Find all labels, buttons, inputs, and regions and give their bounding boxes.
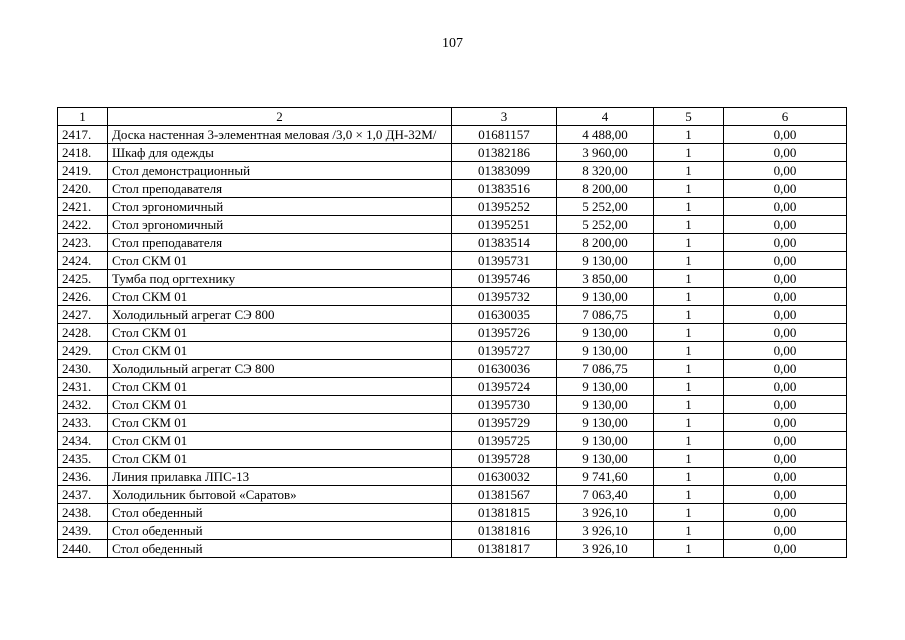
item-name: Стол СКМ 01 [108,342,452,360]
residual-value: 0,00 [724,270,847,288]
row-number: 2421. [58,198,108,216]
residual-value: 0,00 [724,396,847,414]
item-price: 9 130,00 [557,414,654,432]
residual-value: 0,00 [724,324,847,342]
item-quantity: 1 [654,342,724,360]
row-number: 2419. [58,162,108,180]
item-price: 7 086,75 [557,360,654,378]
header-row [58,108,847,126]
item-price: 9 130,00 [557,288,654,306]
row-number: 2428. [58,324,108,342]
residual-value: 0,00 [724,126,847,144]
item-name: Стол СКМ 01 [108,432,452,450]
row-number: 2433. [58,414,108,432]
residual-value: 0,00 [724,468,847,486]
item-price: 9 130,00 [557,450,654,468]
item-name: Холодильник бытовой «Саратов» [108,486,452,504]
inventory-code: 01381816 [452,522,557,540]
item-name: Стол обеденный [108,540,452,558]
table-row [58,468,847,486]
item-price: 3 926,10 [557,540,654,558]
inventory-code: 01630032 [452,468,557,486]
item-name: Стол СКМ 01 [108,396,452,414]
residual-value: 0,00 [724,288,847,306]
residual-value: 0,00 [724,342,847,360]
inventory-code: 01395731 [452,252,557,270]
column-header-2: 2 [108,108,452,126]
residual-value: 0,00 [724,378,847,396]
table-row [58,288,847,306]
row-number: 2430. [58,360,108,378]
residual-value: 0,00 [724,414,847,432]
row-number: 2434. [58,432,108,450]
row-number: 2440. [58,540,108,558]
residual-value: 0,00 [724,360,847,378]
row-number: 2429. [58,342,108,360]
inventory-code: 01395729 [452,414,557,432]
table-row [58,198,847,216]
row-number: 2425. [58,270,108,288]
residual-value: 0,00 [724,486,847,504]
item-quantity: 1 [654,378,724,396]
column-header-3: 3 [452,108,557,126]
table-row [58,486,847,504]
row-number: 2432. [58,396,108,414]
row-number: 2426. [58,288,108,306]
inventory-code: 01383516 [452,180,557,198]
inventory-code: 01395252 [452,198,557,216]
item-price: 9 130,00 [557,378,654,396]
table-row [58,180,847,198]
inventory-code: 01395251 [452,216,557,234]
residual-value: 0,00 [724,180,847,198]
table-row [58,126,847,144]
inventory-code: 01383514 [452,234,557,252]
item-name: Холодильный агрегат СЭ 800 [108,360,452,378]
table-row [58,324,847,342]
inventory-code: 01395727 [452,342,557,360]
table-row [58,504,847,522]
column-header-6: 6 [724,108,847,126]
item-price: 9 130,00 [557,396,654,414]
item-quantity: 1 [654,522,724,540]
inventory-code: 01395724 [452,378,557,396]
table-row [58,414,847,432]
item-quantity: 1 [654,396,724,414]
residual-value: 0,00 [724,432,847,450]
row-number: 2431. [58,378,108,396]
inventory-code: 01395726 [452,324,557,342]
item-name: Стол преподавателя [108,180,452,198]
row-number: 2418. [58,144,108,162]
item-quantity: 1 [654,432,724,450]
item-price: 4 488,00 [557,126,654,144]
item-quantity: 1 [654,450,724,468]
inventory-code: 01681157 [452,126,557,144]
residual-value: 0,00 [724,216,847,234]
table-row [58,540,847,558]
inventory-code: 01383099 [452,162,557,180]
item-quantity: 1 [654,180,724,198]
item-price: 5 252,00 [557,198,654,216]
row-number: 2422. [58,216,108,234]
item-quantity: 1 [654,198,724,216]
residual-value: 0,00 [724,522,847,540]
residual-value: 0,00 [724,540,847,558]
item-quantity: 1 [654,360,724,378]
table-row [58,306,847,324]
item-price: 7 086,75 [557,306,654,324]
item-quantity: 1 [654,324,724,342]
item-price: 9 130,00 [557,342,654,360]
item-price: 9 741,60 [557,468,654,486]
item-name: Стол обеденный [108,504,452,522]
item-name: Доска настенная 3-элементная меловая /3,0 × 1,0 ДН-32М/ [108,126,452,144]
item-quantity: 1 [654,468,724,486]
item-name: Линия прилавка ЛПС-13 [108,468,452,486]
table-row [58,522,847,540]
row-number: 2417. [58,126,108,144]
item-quantity: 1 [654,540,724,558]
item-price: 8 200,00 [557,234,654,252]
item-price: 5 252,00 [557,216,654,234]
item-quantity: 1 [654,270,724,288]
item-quantity: 1 [654,162,724,180]
table-row [58,432,847,450]
inventory-code: 01395730 [452,396,557,414]
item-price: 3 850,00 [557,270,654,288]
residual-value: 0,00 [724,234,847,252]
residual-value: 0,00 [724,162,847,180]
row-number: 2420. [58,180,108,198]
item-quantity: 1 [654,144,724,162]
column-header-1: 1 [58,108,108,126]
row-number: 2427. [58,306,108,324]
item-price: 3 926,10 [557,522,654,540]
table-body [58,126,847,558]
residual-value: 0,00 [724,306,847,324]
item-name: Стол обеденный [108,522,452,540]
inventory-code: 01630036 [452,360,557,378]
row-number: 2439. [58,522,108,540]
item-name: Холодильный агрегат СЭ 800 [108,306,452,324]
item-quantity: 1 [654,252,724,270]
column-header-4: 4 [557,108,654,126]
inventory-code: 01395732 [452,288,557,306]
item-name: Стол СКМ 01 [108,252,452,270]
item-name: Тумба под оргтехнику [108,270,452,288]
inventory-code: 01395746 [452,270,557,288]
table-row [58,342,847,360]
item-name: Стол СКМ 01 [108,414,452,432]
item-price: 3 926,10 [557,504,654,522]
residual-value: 0,00 [724,504,847,522]
table-row [58,360,847,378]
item-name: Стол СКМ 01 [108,450,452,468]
inventory-code: 01382186 [452,144,557,162]
item-name: Стол СКМ 01 [108,324,452,342]
table-row [58,216,847,234]
inventory-code: 01395725 [452,432,557,450]
table-row [58,270,847,288]
residual-value: 0,00 [724,252,847,270]
item-price: 8 200,00 [557,180,654,198]
row-number: 2424. [58,252,108,270]
inventory-code: 01395728 [452,450,557,468]
item-quantity: 1 [654,504,724,522]
table-row [58,234,847,252]
inventory-code: 01381567 [452,486,557,504]
item-name: Стол демонстрационный [108,162,452,180]
table-row [58,252,847,270]
table-row [58,396,847,414]
row-number: 2423. [58,234,108,252]
row-number: 2438. [58,504,108,522]
item-name: Стол СКМ 01 [108,378,452,396]
item-price: 7 063,40 [557,486,654,504]
inventory-code: 01381815 [452,504,557,522]
item-price: 9 130,00 [557,324,654,342]
table-row [58,450,847,468]
residual-value: 0,00 [724,144,847,162]
residual-value: 0,00 [724,450,847,468]
item-name: Шкаф для одежды [108,144,452,162]
item-quantity: 1 [654,216,724,234]
item-quantity: 1 [654,306,724,324]
item-quantity: 1 [654,414,724,432]
page-number: 107 [442,36,463,51]
item-price: 9 130,00 [557,432,654,450]
item-quantity: 1 [654,288,724,306]
item-price: 8 320,00 [557,162,654,180]
item-quantity: 1 [654,126,724,144]
item-price: 9 130,00 [557,252,654,270]
item-quantity: 1 [654,486,724,504]
item-price: 3 960,00 [557,144,654,162]
inventory-code: 01381817 [452,540,557,558]
item-name: Стол преподавателя [108,234,452,252]
column-header-5: 5 [654,108,724,126]
item-name: Стол эргономичный [108,198,452,216]
table-row [58,378,847,396]
row-number: 2435. [58,450,108,468]
item-name: Стол СКМ 01 [108,288,452,306]
inventory-code: 01630035 [452,306,557,324]
residual-value: 0,00 [724,198,847,216]
inventory-table [57,107,847,558]
item-quantity: 1 [654,234,724,252]
item-name: Стол эргономичный [108,216,452,234]
table-row [58,144,847,162]
table-row [58,162,847,180]
row-number: 2436. [58,468,108,486]
row-number: 2437. [58,486,108,504]
